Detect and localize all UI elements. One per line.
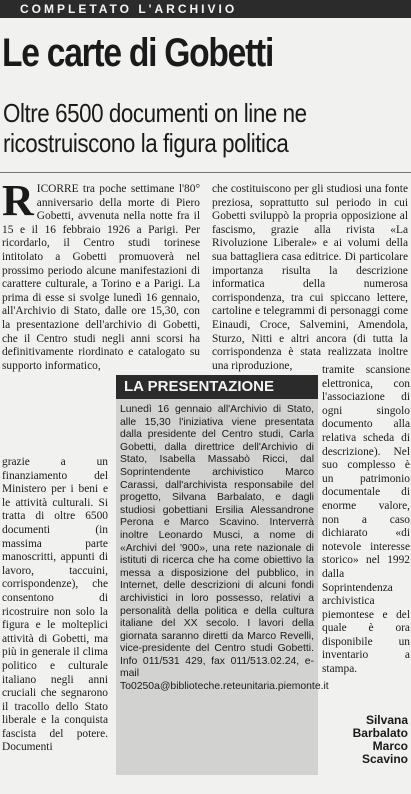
drop-cap: R [2,176,34,225]
article-column-right-narrow [322,364,410,677]
section-kicker: COMPLETATO L'ARCHIVIO [0,0,411,18]
article-text-right-narrow: tramite scansione elettronica, con l'associazione di ogni singolo documento alla relativa scheda di descrizione). Nel suo complesso è un patrimonio documentale di enorme valore, non a caso dichiarato «di notevole interesse storico» nel 1992 dalla Soprintendenza archivistica piemontese e del quale è ora disponibile un inventario a stampa. [322,364,410,676]
article-text-narrow: grazie a un finanziamento del Ministero per i beni e le attività culturali. Si tratta di oltre 6500 documenti (in massima parte manoscritti, appunti di lavoro, taccuini, corrispondenze), che consentono di ricostruire non solo la figura e le molteplici attività di Gobetti, ma più in generale il clima politico e culturale italiano negli anni cruciali che segnarono il tracollo dello Stato liberale e la conquista fascista del potere. Documenti [2,456,108,754]
article-column-left [2,176,200,373]
article-subheadline: Oltre 6500 documenti on line ne ricostruiscono la figura politica [3,98,307,158]
article-text-left: ICORRE tra poche settimane l'80° anniversario della morte di Piero Gobetti, avvenuta nella notte fra il 15 e il 16 febbraio 1926 a Parigi. Per ricordarlo, il Centro studi torinese intitolato a Gobetti promuoverà nel prossimo periodo alcune manifestazioni di carattere culturale, a Torino e a Parigi. La prima di esse si svolge lunedì 16 gennaio, all'Archivio di Stato, dalle ore 15,30, con la presentazione dell'archivio di Gobetti, che il Centro studi negli anni scorsi ha definitivamente riordinato e catalogato su supporto informatico, [2,183,200,372]
byline [318,714,408,766]
sidebar-body: Lunedì 16 gennaio all'Archivio di Stato, alle 15,30 l'iniziativa viene presentata dalla presidente del Centro studi, Carla Gobetti, dalla direttrice dell'Archivio di Stato, Isabella Massabò Ricci, dal Soprintendente archivistico Marco Carassi, dall'archivista responsabile del progetto, Silvana Barbalato, e dagli studiosi gobettiani Ersilia Alessandrone Perona e Marco Scavino. Interverrà inoltre Leonardo Musci, a nome di «Archivi del '900», una rete nazionale di istituti di ricerca che ha come obiettivo la messa a disposizione del pubblico, in Internet, delle descrizioni di alcuni fondi archivistici in loro possesso, relativi a personalità della politica e della cultura italiane del XX secolo. I lavori della giornata saranno diretti da Marco Revelli, vice-presidente del Centro studi Gobetti. Info 011/531 429, fax 011/513.02.24, e-mail To0250a@biblioteche.reteunitaria.piemonte.it [120,404,329,693]
divider-rule [0,172,411,173]
byline-line: Silvana [365,713,408,727]
byline-line: Scavino [361,752,408,766]
article-headline: Le carte di Gobetti [2,31,274,75]
article-column-narrow [2,456,108,755]
byline-line: Marco [372,739,408,753]
article-text-right: che costituiscono per gli studiosi una fonte preziosa, soprattutto sul periodo in cui Gobetti sviluppò la propria opposizione al fascismo, grazie alla rivista «La Rivoluzione Liberale» e ai volumi della sua battagliera casa editrice. Di particolare importanza risulta la descrizione informatica della numerosa corrispondenza, tra cui spiccano lettere, cartoline e telegrammi di personaggi come Einaudi, Croce, Salvemini, Amendola, Sturzo, Nitti e altri ancora (di tutta la corrispondenza è stata realizzata inoltre una riproduzione, [212,183,408,372]
byline-line: Barbalato [352,726,408,740]
article-column-right [212,183,408,373]
sidebar-title: LA PRESENTAZIONE [116,375,318,399]
